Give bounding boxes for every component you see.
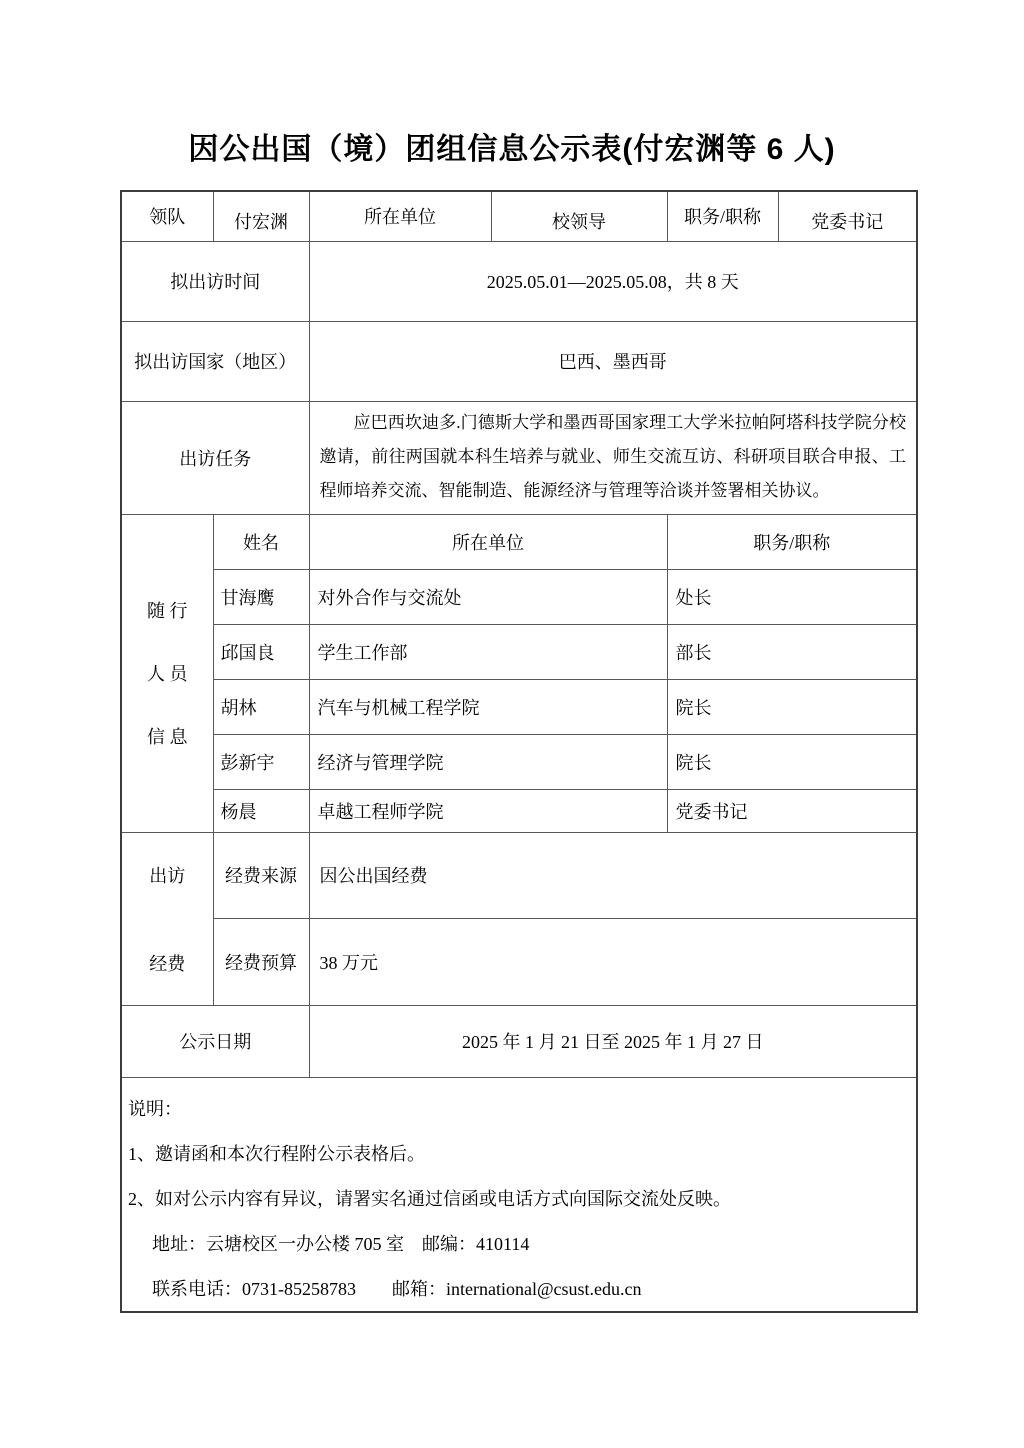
companion-unit: 学生工作部 <box>309 624 667 679</box>
publicity-row <box>121 1005 917 1077</box>
countries-value: 巴西、墨西哥 <box>309 321 917 401</box>
mission-text: 应巴西坎迪多.门德斯大学和墨西哥国家理工大学米拉帕阿塔科技学院分校邀请，前往两国就本科生培养与就业、师生交流互访、科研项目联合申报、工程师培养交流、智能制造、能源经济与管理等洽谈并签署相关协议。 <box>319 412 906 500</box>
budget-amount-row <box>121 918 917 1005</box>
companions-header-name: 姓名 <box>213 514 309 569</box>
page-title: 因公出国（境）团组信息公示表(付宏渊等 6 人) <box>188 133 836 166</box>
mission-value <box>309 401 917 514</box>
companions-label-cell <box>121 514 213 832</box>
publicity-label: 公示日期 <box>121 1005 309 1077</box>
budget-source-row <box>121 832 917 918</box>
notes-address: 地址：云塘校区一办公楼 705 室 邮编：410114 <box>152 1234 530 1254</box>
notes-cell <box>121 1077 917 1312</box>
notice-table <box>120 190 918 1313</box>
budget-label: 出访 经费 <box>149 865 186 974</box>
companion-row <box>121 734 917 789</box>
companion-title: 院长 <box>667 734 917 789</box>
time-label: 拟出访时间 <box>121 241 309 321</box>
companion-unit: 对外合作与交流处 <box>309 569 667 624</box>
notes-heading: 说明： <box>128 1099 182 1119</box>
leader-title-value: 党委书记 <box>778 191 917 241</box>
budget-amount-label: 经费预算 <box>213 918 309 1005</box>
budget-amount-value: 38 万元 <box>309 918 917 1005</box>
companion-title: 党委书记 <box>667 789 917 832</box>
budget-source-value: 因公出国经费 <box>309 832 917 918</box>
companion-unit: 汽车与机械工程学院 <box>309 679 667 734</box>
companion-unit: 经济与管理学院 <box>309 734 667 789</box>
companion-title: 部长 <box>667 624 917 679</box>
companion-name: 杨晨 <box>213 789 309 832</box>
companion-name: 甘海鹰 <box>213 569 309 624</box>
leader-title-label: 职务/职称 <box>667 191 778 241</box>
companions-header-row <box>121 514 917 569</box>
countries-label: 拟出访国家（地区） <box>121 321 309 401</box>
leader-row <box>121 191 917 241</box>
companions-header-title: 职务/职称 <box>667 514 917 569</box>
time-row <box>121 241 917 321</box>
leader-unit-label: 所在单位 <box>309 191 491 241</box>
companion-row <box>121 679 917 734</box>
companion-unit: 卓越工程师学院 <box>309 789 667 832</box>
notes-item-1: 1、邀请函和本次行程附公示表格后。 <box>128 1144 425 1164</box>
companions-header-unit: 所在单位 <box>309 514 667 569</box>
budget-label-cell <box>121 832 213 1005</box>
notes-row <box>121 1077 917 1312</box>
leader-name: 付宏渊 <box>213 191 309 241</box>
companions-label: 随 行 人 员 信 息 <box>147 601 188 747</box>
publicity-value: 2025 年 1 月 21 日至 2025 年 1 月 27 日 <box>309 1005 917 1077</box>
companion-name: 彭新宇 <box>213 734 309 789</box>
budget-source-label: 经费来源 <box>213 832 309 918</box>
leader-unit-value: 校领导 <box>491 191 667 241</box>
mission-row <box>121 401 917 514</box>
companion-row <box>121 789 917 832</box>
companion-title: 院长 <box>667 679 917 734</box>
countries-row <box>121 321 917 401</box>
leader-label: 领队 <box>121 191 213 241</box>
time-value: 2025.05.01—2025.05.08，共 8 天 <box>309 241 917 321</box>
companion-name: 胡林 <box>213 679 309 734</box>
notes-item-2: 2、如对公示内容有异议，请署实名通过信函或电话方式向国际交流处反映。 <box>128 1189 731 1209</box>
companion-title: 处长 <box>667 569 917 624</box>
companion-row <box>121 569 917 624</box>
notes-contact: 联系电话：0731-85258783 邮箱：international@csust.edu.cn <box>152 1279 642 1299</box>
mission-label: 出访任务 <box>121 401 309 514</box>
companion-name: 邱国良 <box>213 624 309 679</box>
companion-row <box>121 624 917 679</box>
